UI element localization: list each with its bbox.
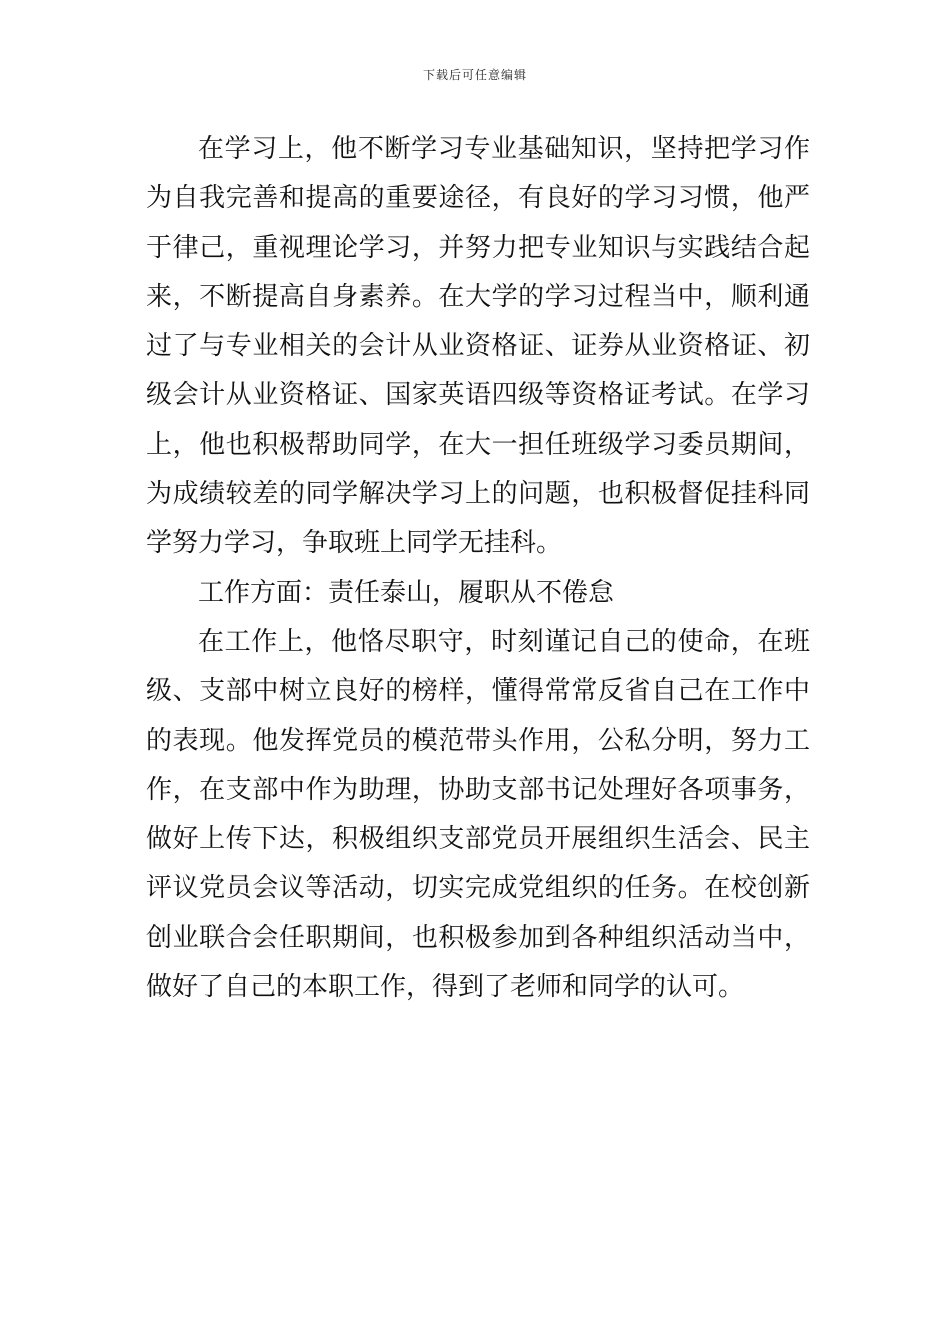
section-heading-work: 工作方面：责任泰山，履职从不倦怠 [198, 577, 615, 608]
paragraph-work: 在工作上，他恪尽职守，时刻谨记自己的使命，在班级、支部中树立良好的榜样，懂得常常反省自己在工作中的表现。他发挥党员的模范带头作用，公私分明，努力工作，在支部中作为助理，协助支部书记处理好各项事务，做好上传下达，积极组织支部党员开展组织生活会、民主评议党员会议等活动，切实完成党组织的任务。在校创新创业联合会任职期间，也积极参加到各种组织活动当中，做好了自己的本职工作，得到了老师和同学的认可。 [146, 626, 810, 1003]
paragraph-study: 在学习上，他不断学习专业基础知识，坚持把学习作为自我完善和提高的重要途径，有良好的学习习惯，他严于律己，重视理论学习，并努力把专业知识与实践结合起来，不断提高自身素养。在大学的学习过程当中，顺利通过了与专业相关的会计从业资格证、证券从业资格证、初级会计从业资格证、国家英语四级等资格证考试。在学习上，他也积极帮助同学，在大一担任班级学习委员期间，为成绩较差的同学解决学习上的问题，也积极督促挂科同学努力学习，争取班上同学无挂科。 [146, 134, 810, 559]
page-header: 下载后可任意编辑 [422, 68, 527, 82]
document-body [146, 125, 810, 1012]
